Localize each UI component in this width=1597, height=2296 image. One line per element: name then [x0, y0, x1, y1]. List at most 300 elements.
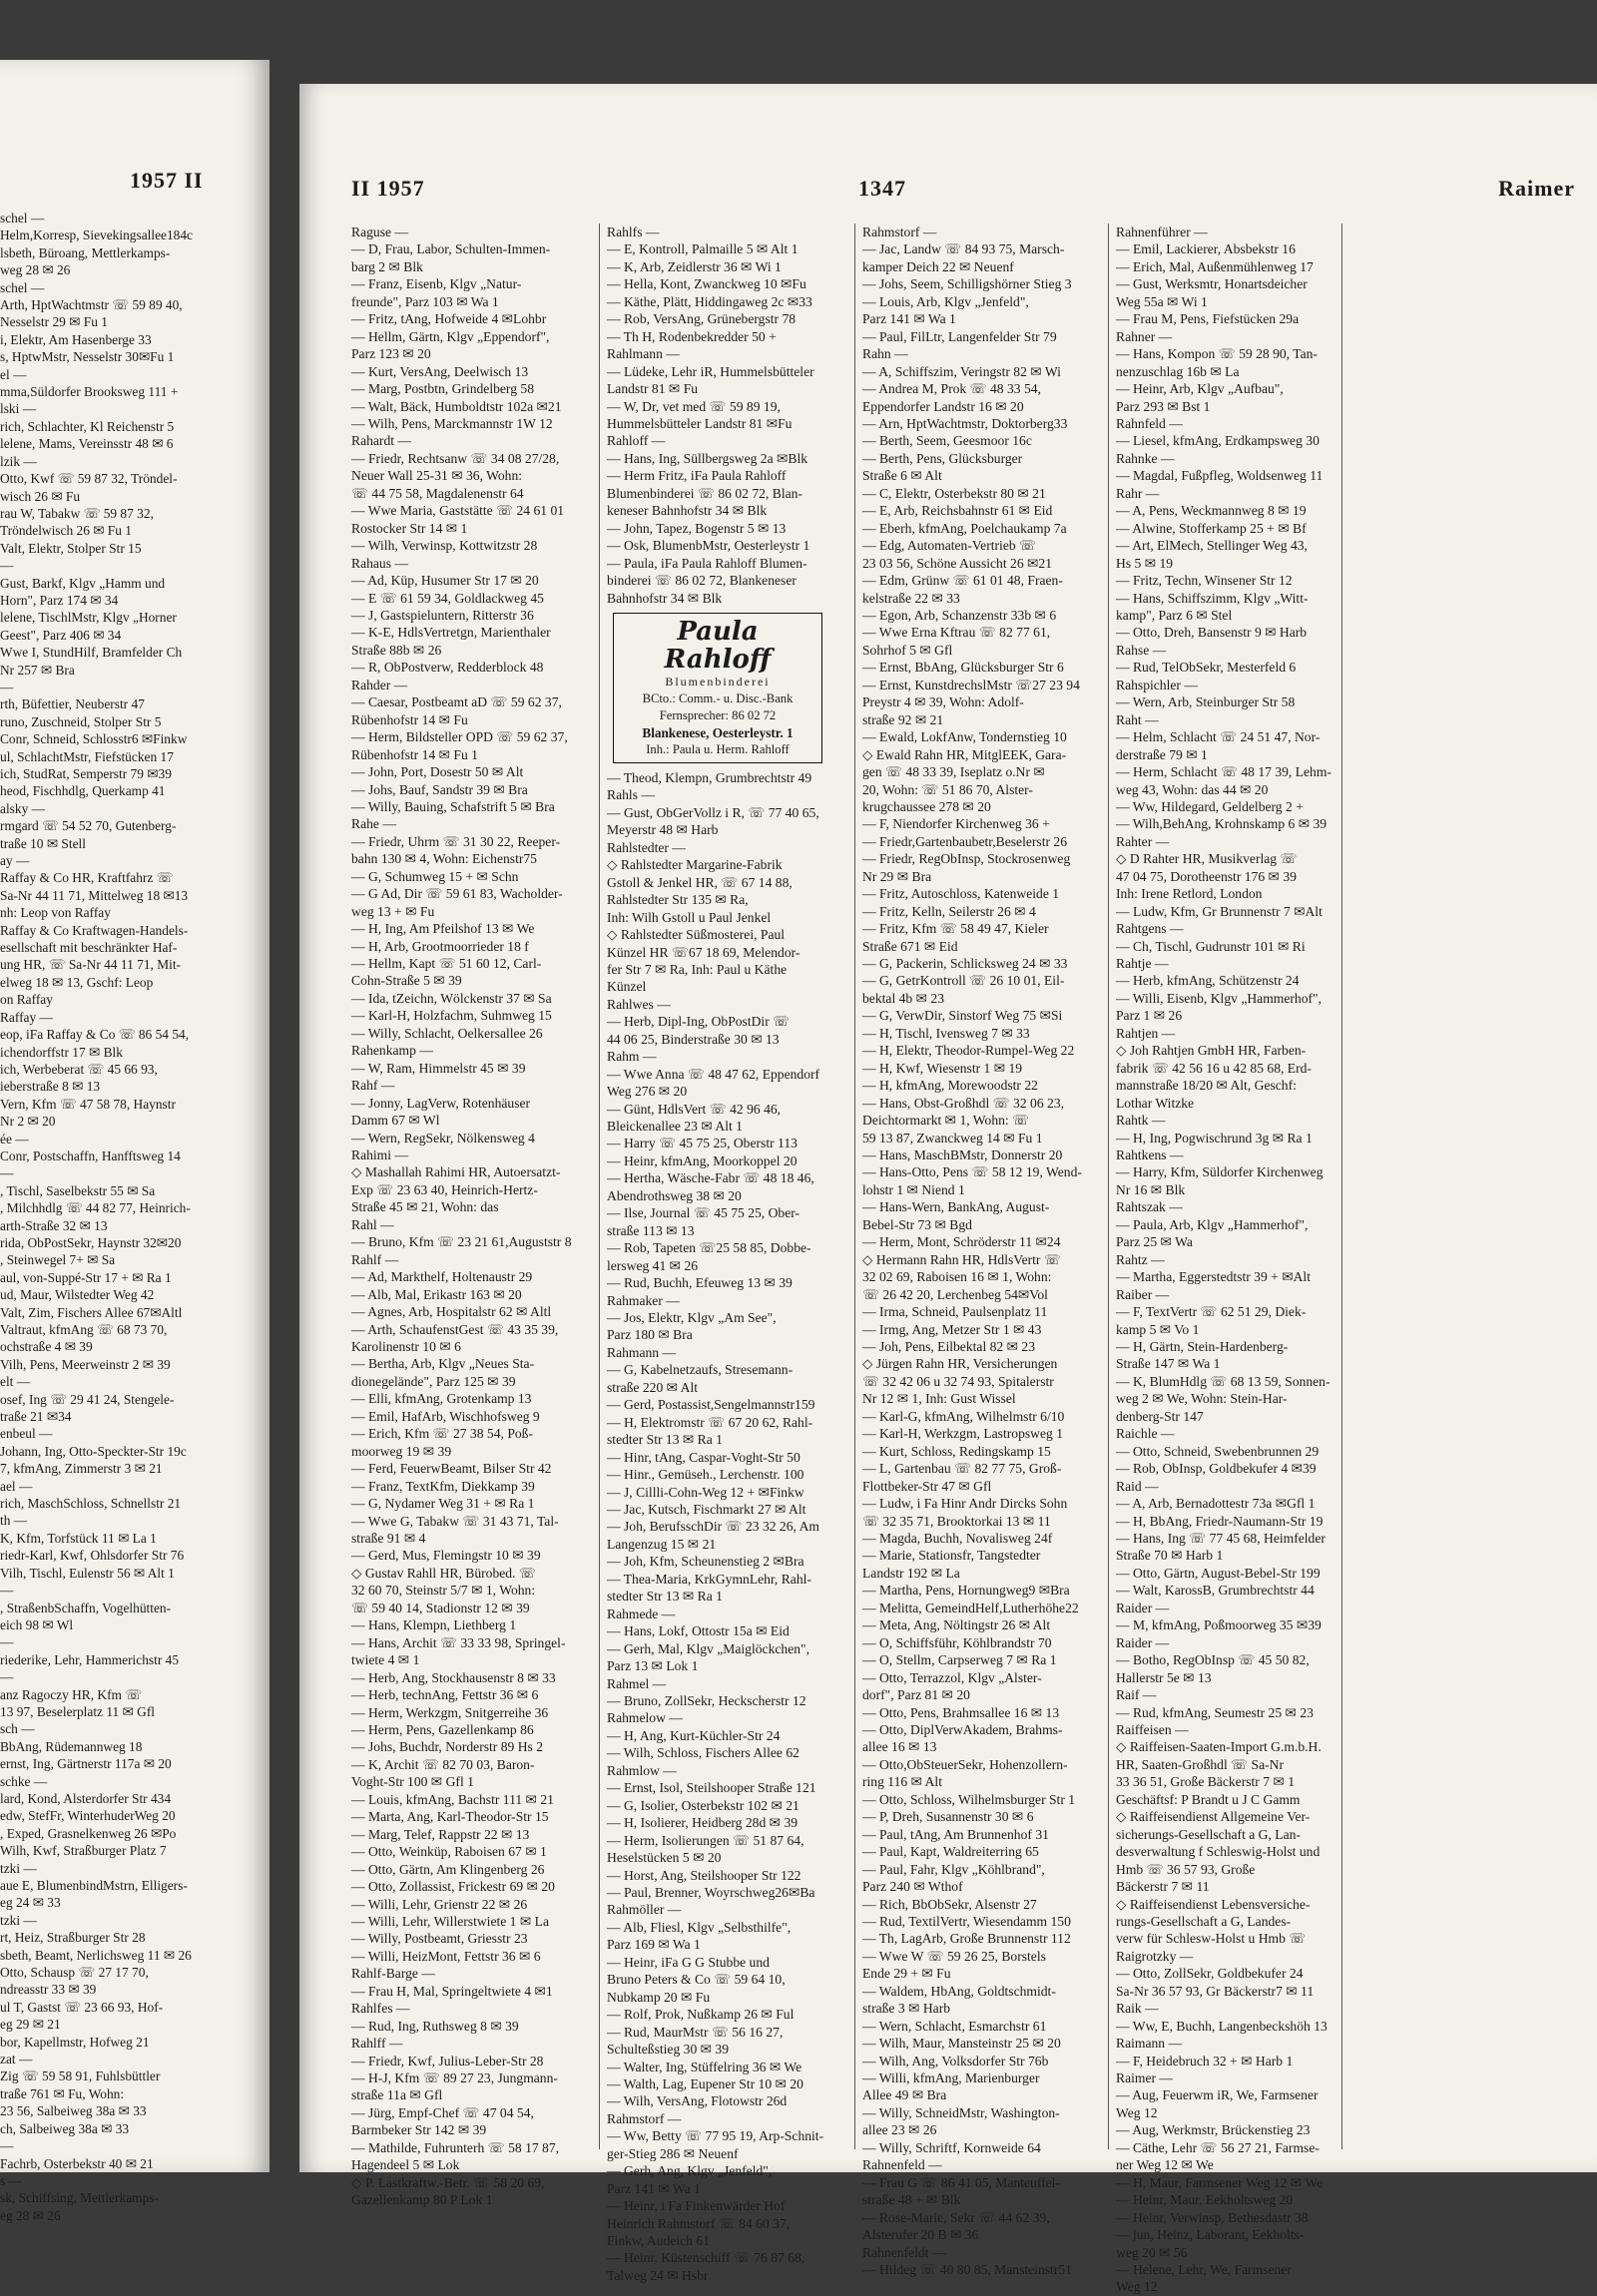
directory-entry-line: Parz 25 ✉ Wa: [1116, 1234, 1193, 1250]
directory-entry-line: — Horst, Ang, Steilshooper Str 122: [607, 1867, 801, 1883]
directory-entry-line: Rahnenfeld —: [862, 2157, 942, 2173]
directory-entry-line: Hs 5 ✉ 19: [1116, 555, 1174, 571]
directory-entry-line: —: [0, 1634, 14, 1650]
directory-entry-line: Raichle —: [1116, 1426, 1175, 1442]
directory-entry-line: enbeul —: [0, 1426, 53, 1442]
directory-entry-line: — Jonny, LagVerw, Rotenhäuser: [351, 1095, 531, 1111]
directory-entry-line: Fachrb, Osterbekstr 40 ✉ 21: [0, 2155, 154, 2171]
directory-entry-line: traße 761 ✉ Fu, Wohn:: [0, 2085, 125, 2101]
directory-entry-line: osef, Ing ☏ 29 41 24, Stengele-: [0, 1391, 175, 1407]
directory-entry-line: — Irmg, Ang, Metzer Str 1 ✉ 43: [862, 1321, 1042, 1337]
directory-entry-line: — Herm, Isolierungen ☏ 51 87 64,: [607, 1832, 804, 1848]
directory-entry-line: — Thea-Maria, KrkGymnLehr, Rahl-: [607, 1571, 811, 1587]
left-page: [0, 60, 269, 2223]
directory-entry-line: — H, BbAng, Friedr-Naumann-Str 19: [1116, 1513, 1324, 1529]
directory-entry-line: sk, Schiffsing, Mettlerkamps-: [0, 2190, 159, 2206]
directory-entry-line: — Rud, MaurMstr ☏ 56 16 27,: [607, 2024, 784, 2040]
directory-entry-line: — C, Elektr, Osterbekstr 80 ✉ 21: [862, 485, 1046, 501]
directory-entry-line: — Friedr, Uhrm ☏ 31 30 22, Reeper-: [351, 833, 561, 849]
directory-entry-line: — Martha, Pens, Hornungweg9 ✉Bra: [862, 1583, 1070, 1599]
directory-entry-line: Rahlff —: [351, 2036, 403, 2052]
directory-entry-line: — Berth, Pens, Glücksburger: [862, 450, 1023, 466]
directory-entry-line: — M, kfmAng, Poßmoorweg 35 ✉39: [1116, 1617, 1322, 1633]
column-2-entries-bottom: [607, 769, 826, 2284]
directory-entry-line: — Bruno, ZollSekr, Heckscherstr 12: [607, 1692, 806, 1708]
ad-owner: Inh.: Paula u. Herm. Rahloff: [646, 741, 790, 756]
directory-entry-line: Parz 169 ✉ Wa 1: [607, 1937, 701, 1953]
directory-entry-line: Rahaus —: [351, 555, 409, 571]
directory-entry-line: Rahlstedter Str 135 ✉ Ra,: [607, 892, 749, 908]
directory-entry-line: bektal 4b ✉ 23: [862, 990, 944, 1006]
directory-entry-line: — Karl-H, Werkzgm, Lastropsweg 1: [862, 1426, 1063, 1442]
directory-entry-line: — Arn, HptWachtmstr, Doktorberg33: [862, 415, 1068, 431]
directory-entry-line: Parz 1 ✉ 26: [1116, 1008, 1183, 1024]
directory-entry-line: lzik —: [0, 453, 37, 469]
directory-entry-line: Abendrothsweg 38 ✉ 20: [607, 1187, 742, 1203]
directory-entry-line: — Egon, Arb, Schanzenstr 33b ✉ 6: [862, 607, 1057, 623]
directory-entry-line: — Herb, technAng, Fettstr 36 ✉ 6: [351, 1687, 539, 1703]
directory-entry-line: — Hertha, Wäsche-Fabr ☏ 48 18 46,: [607, 1170, 814, 1186]
directory-entry-line: straße 3 ✉ Harb: [862, 2001, 951, 2017]
directory-entry-line: Valt, Elektr, Stolper Str 15: [0, 540, 142, 556]
directory-entry-line: weg 28 ✉ 26: [0, 262, 71, 278]
directory-entry-line: — Ilse, Journal ☏ 45 75 25, Ober-: [607, 1205, 800, 1221]
directory-entry-line: — Rose-Marie, Sekr ☏ 44 62 39,: [862, 2209, 1050, 2225]
directory-entry-line: Rahimi —: [351, 1148, 409, 1163]
directory-entry-line: —: [0, 1583, 14, 1599]
directory-entry-line: 47 04 75, Dorotheenstr 176 ✉ 39: [1116, 868, 1297, 884]
directory-entry-line: Weg 55a ✉ Wi 1: [1116, 293, 1208, 309]
directory-entry-line: Parz 141 ✉ Wa 1: [607, 2180, 701, 2196]
directory-entry-line: — Jürg, Empf-Chef ☏ 47 04 54,: [351, 2104, 534, 2120]
directory-entry-line: Rahlstedter —: [607, 839, 686, 855]
directory-entry-line: ieberstraße 8 ✉ 13: [0, 1079, 101, 1095]
directory-entry-line: — G, Kabelnetzaufs, Stresemann-: [607, 1362, 794, 1378]
directory-entry-line: ndreasstr 33 ✉ 39: [0, 1982, 97, 1998]
left-page-column: [0, 210, 262, 2224]
directory-entry-line: Talweg 24 ✉ Hsbr: [607, 2267, 709, 2283]
directory-entry-line: Rahspichler —: [1116, 677, 1198, 692]
directory-entry-line: Raffay & Co Kraftwagen-Handels-: [0, 922, 189, 938]
directory-entry-line: — Herb, Ang, Stockhausenstr 8 ✉ 33: [351, 1669, 556, 1685]
directory-entry-line: gen ☏ 48 33 39, Iseplatz o.Nr ✉: [862, 764, 1045, 780]
page-header-edition: II 1957: [351, 176, 425, 201]
directory-entry-line: rmgard ☏ 54 52 70, Gutenberg-: [0, 818, 177, 834]
directory-entry-line: ich, StudRat, Semperstr 79 ✉39: [0, 766, 172, 781]
directory-entry-line: Karolinenstr 10 ✉ 6: [351, 1339, 461, 1354]
directory-entry-line: Rahmelow —: [607, 1710, 683, 1726]
directory-entry-line: — Bruno, Kfm ☏ 23 21 61,Auguststr 8: [351, 1234, 572, 1250]
directory-entry-line: Rahmöller —: [607, 1902, 682, 1918]
directory-entry-line: — Otto, Terrazzol, Klgv „Alster-: [862, 1669, 1042, 1685]
directory-entry-line: Conr, Postschaffn, Hanfftsweg 14: [0, 1148, 181, 1163]
directory-entry-line: Nesselstr 29 ✉ Fu 1: [0, 314, 108, 330]
directory-entry-line: ◇ D Rahter HR, Musikverlag ☏: [1116, 851, 1298, 867]
directory-entry-line: Raffay & Co HR, Kraftfahrz ☏: [0, 870, 174, 886]
directory-entry-line: Nubkamp 20 ✉ Fu: [607, 1989, 711, 2005]
directory-entry-line: Finkw, Audeich 61: [607, 2233, 710, 2249]
directory-entry-line: — Hinr, tAng, Caspar-Voght-Str 50: [607, 1449, 800, 1465]
directory-column-3: [862, 224, 1082, 2278]
directory-entry-line: Rahter —: [1116, 833, 1170, 849]
directory-entry-line: 20, Wohn: ☏ 51 86 70, Alster-: [862, 781, 1033, 797]
directory-entry-line: Sa-Nr 44 11 71, Mittelweg 18 ✉13: [0, 887, 189, 903]
directory-entry-line: — jun, Heinz, Laborant, Eekholts-: [1116, 2227, 1305, 2243]
directory-entry-line: — Ernst, BbAng, Glücksburger Str 6: [862, 660, 1064, 676]
directory-entry-line: — Th H, Rodenbekredder 50 +: [607, 328, 777, 344]
directory-entry-line: — Joh, BerufsschDir ☏ 23 32 26, Am: [607, 1519, 819, 1535]
directory-entry-line: — Hella, Kont, Zwanckweg 10 ✉Fu: [607, 276, 806, 292]
directory-entry-line: — Marg, Postbtn, Grindelberg 58: [351, 381, 535, 397]
directory-entry-line: Rahner —: [1116, 328, 1173, 344]
ad-bank-account: BCto.: Comm.- u. Disc.-Bank: [642, 690, 794, 705]
directory-entry-line: — Ad, Markthelf, Holtenaustr 29: [351, 1269, 533, 1285]
directory-entry-line: Rahe —: [351, 816, 396, 832]
directory-entry-line: — Otto, Pens, Brahmsallee 16 ✉ 13: [862, 1704, 1060, 1720]
directory-entry-line: — Gust, ObGerVollz i R, ☏ 77 40 65,: [607, 804, 819, 820]
directory-entry-line: Damm 67 ✉ Wl: [351, 1113, 440, 1129]
directory-entry-line: — Karl-H, Holzfachm, Suhmweg 15: [351, 1008, 552, 1024]
directory-entry-line: Zig ☏ 59 58 91, Fuhlsbüttler: [0, 2068, 161, 2084]
directory-entry-line: — Willi, Lehr, Grienstr 22 ✉ 26: [351, 1896, 528, 1912]
directory-entry-line: — Wilh, VersAng, Flotowstr 26d: [607, 2093, 788, 2109]
directory-entry-line: Preystr 4 ✉ 39, Wohn: Adolf-: [862, 694, 1024, 710]
directory-entry-line: — Willy, Bauing, Schafstrift 5 ✉ Bra: [351, 798, 555, 814]
directory-entry-line: dionegelände", Parz 125 ✉ 39: [351, 1373, 516, 1389]
directory-entry-line: ernst, Ing, Gärtnerstr 117a ✉ 20: [0, 1756, 172, 1772]
directory-entry-line: — Hildeg ☏ 40 80 85, Mansteinstr51: [862, 2262, 1072, 2278]
directory-entry-line: Rahmel —: [607, 1675, 667, 1691]
directory-entry-line: Rahmstorf —: [607, 2110, 682, 2126]
directory-entry-line: — Hans, Lokf, Ottostr 15a ✉ Eid: [607, 1623, 790, 1639]
directory-entry-line: ☏ 59 40 14, Stadionstr 12 ✉ 39: [351, 1600, 530, 1615]
directory-entry-line: Rübenhofstr 14 ✉ Fu: [351, 711, 468, 727]
directory-entry-line: Rahlmann —: [607, 346, 680, 362]
directory-entry-line: — H, Gärtn, Stein-Hardenberg-: [1116, 1339, 1289, 1354]
directory-entry-line: anz Ragoczy HR, Kfm ☏: [0, 1686, 143, 1702]
directory-entry-line: Raigrotzky —: [1116, 1948, 1194, 1964]
directory-entry-line: — Frau H, Mal, Springeltwiete 4 ✉1: [351, 1983, 553, 1999]
directory-entry-line: — Hans, Ing, Süllbergsweg 2a ✉Blk: [607, 450, 808, 466]
directory-entry-line: eg 28 ✉ 26: [0, 2207, 61, 2223]
directory-entry-line: — Paul, Brenner, Woyrschweg26✉Ba: [607, 1884, 815, 1900]
directory-entry-line: Rahn —: [862, 346, 908, 362]
directory-entry-line: — G, GetrKontroll ☏ 26 10 01, Eil-: [862, 973, 1065, 989]
directory-entry-line: — K, BlumHdlg ☏ 68 13 59, Sonnen-: [1116, 1373, 1331, 1389]
directory-entry-line: — Rud, Buchh, Efeuweg 13 ✉ 39: [607, 1275, 793, 1291]
directory-entry-line: — Waldem, HbAng, Goldtschmidt-: [862, 1983, 1056, 1999]
directory-entry-line: — Hans, Schiffszimm, Klgv „Witt-: [1116, 590, 1309, 606]
directory-entry-line: straße 113 ✉ 13: [607, 1222, 695, 1238]
directory-entry-line: — Joh, Pens, Eilbektal 82 ✉ 23: [862, 1339, 1035, 1354]
directory-entry-line: elweg 18 ✉ 13, Gschf: Leop: [0, 974, 154, 990]
directory-entry-line: — Emil, Lackierer, Absbekstr 16: [1116, 241, 1296, 257]
directory-entry-line: — G Ad, Dir ☏ 59 61 83, Wacholder-: [351, 886, 563, 902]
directory-entry-line: ul T, Gastst ☏ 23 66 93, Hof-: [0, 1999, 164, 2015]
directory-entry-line: — Fritz, Kfm ☏ 58 49 47, Kieler: [862, 921, 1049, 937]
directory-entry-line: — Osk, BlumenbMstr, Oesterleystr 1: [607, 538, 810, 554]
directory-entry-line: — K, Archit ☏ 82 70 03, Baron-: [351, 1756, 535, 1772]
directory-entry-line: — Paul, FilLtr, Langenfelder Str 79: [862, 328, 1057, 344]
directory-entry-line: Rahloff —: [607, 433, 666, 449]
directory-entry-line: Alsterufer 20 B ✉ 36: [862, 2227, 979, 2243]
directory-entry-line: HR, Saaten-Großhdl ☏ Sa-Nr: [1116, 1756, 1285, 1772]
directory-entry-line: Horn", Parz 174 ✉ 34: [0, 592, 119, 608]
directory-entry-line: — Hellm, Gärtn, Klgv „Eppendorf",: [351, 328, 550, 344]
directory-entry-line: mma,Süldorfer Brooksweg 111 +: [0, 384, 179, 400]
directory-entry-line: — K, Arb, Zeidlerstr 36 ✉ Wi 1: [607, 258, 782, 274]
directory-entry-line: Raht —: [1116, 711, 1159, 727]
directory-entry-line: Rahl —: [351, 1216, 394, 1232]
directory-entry-line: — Wern, Schlacht, Esmarchstr 61: [862, 2018, 1047, 2034]
directory-entry-line: Hmb ☏ 36 57 93, Große: [1116, 1861, 1256, 1877]
directory-entry-line: Straße 147 ✉ Wa 1: [1116, 1356, 1221, 1372]
directory-entry-line: — Herm Fritz, iFa Paula Rahloff: [607, 468, 787, 484]
directory-entry-line: — Rob, ObInsp, Goldbekufer 4 ✉39: [1116, 1461, 1317, 1477]
directory-entry-line: Nr 2 ✉ 20: [0, 1114, 56, 1130]
directory-entry-line: Blumenbinderei ☏ 86 02 72, Blan-: [607, 485, 802, 501]
directory-entry-line: Cohn-Straße 5 ✉ 39: [351, 973, 462, 989]
directory-entry-line: on Raffay: [0, 992, 53, 1008]
directory-entry-line: — J, Cillli-Cohn-Weg 12 + ✉Finkw: [607, 1484, 804, 1500]
directory-entry-line: — Rud, Ing, Ruthsweg 8 ✉ 39: [351, 2018, 519, 2034]
directory-entry-line: Raif —: [1116, 1687, 1157, 1703]
directory-entry-line: Raiber —: [1116, 1286, 1170, 1302]
directory-entry-line: verw für Schlesw-Holst u Hmb ☏: [1116, 1931, 1307, 1947]
directory-entry-line: s —: [0, 2172, 22, 2188]
directory-entry-line: barg 2 ✉ Blk: [351, 258, 423, 274]
ad-address: Blankenese, Oesterleystr. 1: [642, 724, 794, 740]
directory-entry-line: — Magdal, Fußpfleg, Woldsenweg 11: [1116, 468, 1324, 484]
directory-entry-line: rt, Heiz, Straßburger Str 28: [0, 1930, 146, 1946]
directory-entry-line: — Magda, Buchh, Novalisweg 24f: [862, 1530, 1053, 1546]
directory-entry-line: — Franz, Eisenb, Klgv „Natur-: [351, 276, 522, 292]
directory-entry-line: dorf", Parz 81 ✉ 20: [862, 1687, 970, 1703]
directory-entry-line: Straße 45 ✉ 21, Wohn: das: [351, 1199, 499, 1215]
directory-entry-line: Landstr 81 ✉ Fu: [607, 381, 699, 397]
directory-entry-line: Parz 123 ✉ 20: [351, 346, 431, 362]
directory-entry-line: — R, ObPostverw, Redderblock 48: [351, 660, 544, 676]
directory-entry-line: K, Kfm, Torfstück 11 ✉ La 1: [0, 1530, 157, 1546]
directory-entry-line: — Joh, Kfm, Scheunenstieg 2 ✉Bra: [607, 1554, 804, 1570]
directory-entry-line: — Ludw, i Fa Hinr Andr Dircks Sohn: [862, 1496, 1068, 1512]
directory-entry-line: Rübenhofstr 14 ✉ Fu 1: [351, 746, 478, 762]
directory-entry-line: — Mathilde, Fuhrunterh ☏ 58 17 87,: [351, 2139, 560, 2155]
directory-entry-line: ◇ P. Lastkraftw.-Betr. ☏ 58 20 69,: [351, 2174, 545, 2190]
directory-entry-line: Straße 70 ✉ Harb 1: [1116, 1548, 1224, 1564]
directory-entry-line: Inh: Irene Retlord, London: [1116, 886, 1263, 902]
directory-entry-line: — Fritz, Autoschloss, Katenweide 1: [862, 886, 1060, 902]
directory-entry-line: ger-Stieg 286 ✉ Neuenf: [607, 2145, 739, 2161]
directory-entry-line: — Meta, Ang, Nöltingstr 26 ✉ Alt: [862, 1617, 1051, 1633]
directory-entry-line: — Ad, Küp, Husumer Str 17 ✉ 20: [351, 573, 539, 589]
directory-entry-line: Bäckerstr 7 ✉ 11: [1116, 1879, 1210, 1895]
directory-entry-line: lski —: [0, 401, 37, 417]
directory-entry-line: nh: Leop von Raffay: [0, 905, 111, 921]
directory-entry-line: eich 98 ✉ Wl: [0, 1616, 74, 1632]
directory-entry-line: Rahnenführer —: [1116, 225, 1208, 239]
directory-entry-line: ◇ Rahlstedter Süßmosterei, Paul: [607, 927, 786, 943]
column-divider: [599, 224, 600, 2149]
directory-entry-line: esellschaft mit beschränkter Haf-: [0, 940, 178, 956]
directory-entry-line: ◇ Joh Rahtjen GmbH HR, Farben-: [1116, 1043, 1307, 1059]
directory-entry-line: lersweg 41 ✉ 26: [607, 1257, 699, 1273]
directory-entry-line: Inh: Wilh Gstoll u Paul Jenkel: [607, 909, 772, 925]
directory-entry-line: weg 13 + ✉ Fu: [351, 903, 435, 919]
directory-entry-line: Bahnhofstr 34 ✉ Blk: [607, 590, 723, 606]
directory-entry-line: Voght-Str 100 ✉ Gfl 1: [351, 1774, 474, 1790]
directory-entry-line: mannstraße 18/20 ✉ Alt, Geschf:: [1116, 1078, 1297, 1094]
directory-entry-line: — Ida, tZeichn, Wölckenstr 37 ✉ Sa: [351, 990, 552, 1006]
directory-entry-line: ◇ Ewald Rahn HR, MitglEEK, Gara-: [862, 746, 1067, 762]
directory-entry-line: — Irma, Schneid, Paulsenplatz 11: [862, 1304, 1048, 1320]
directory-entry-line: — Walt, Bäck, Humboldtstr 102a ✉21: [351, 398, 562, 414]
directory-entry-line: — D, Frau, Labor, Schulten-Immen-: [351, 241, 551, 257]
directory-entry-line: — Rob, VersAng, Grünebergstr 78: [607, 311, 797, 327]
directory-entry-line: — Paul, Fahr, Klgv „Köhlbrand",: [862, 1861, 1045, 1877]
directory-entry-line: eop, iFa Raffay & Co ☏ 86 54 54,: [0, 1027, 190, 1043]
directory-entry-line: edw, StefFr, WinterhuderWeg 20: [0, 1808, 176, 1824]
directory-entry-line: Straße 88b ✉ 26: [351, 642, 442, 658]
directory-entry-line: — Wilh, Schloss, Fischers Allee 62: [607, 1745, 799, 1761]
directory-entry-line: — Friedr, RegObInsp, Stockrosenweg: [862, 851, 1071, 867]
directory-entry-line: Rahardt —: [351, 433, 412, 449]
directory-entry-line: — Bertha, Arb, Klgv „Neues Sta-: [351, 1356, 535, 1372]
directory-entry-line: Ende 29 + ✉ Fu: [862, 1966, 951, 1982]
directory-entry-line: Raider —: [1116, 1634, 1170, 1650]
directory-entry-line: — Harry ☏ 45 75 25, Oberstr 113: [607, 1136, 798, 1151]
directory-entry-line: Gust, Barkf, Klgv „Hamm und: [0, 575, 166, 591]
directory-entry-line: Straße 6 ✉ Alt: [862, 468, 942, 484]
left-page-header: 1957 II: [130, 168, 204, 193]
directory-entry-line: Bleickenallee 23 ✉ Alt 1: [607, 1119, 743, 1135]
directory-entry-line: bor, Kapellmstr, Hofweg 21: [0, 2034, 150, 2050]
directory-entry-line: — Wern, RegSekr, Nölkensweg 4: [351, 1130, 535, 1146]
directory-entry-line: Rahtje —: [1116, 956, 1169, 972]
directory-entry-line: — Frau M, Pens, Fiefstücken 29a: [1116, 311, 1300, 327]
directory-entry-line: Weg 12: [1116, 2279, 1158, 2295]
directory-entry-line: — Heinr, iFa G G Stubbe und: [607, 1954, 770, 1970]
directory-entry-line: — Paula, Arb, Klgv „Hammerhof",: [1116, 1216, 1309, 1232]
directory-entry-line: freunde", Parz 103 ✉ Wa 1: [351, 293, 499, 309]
directory-entry-line: ichendorffstr 17 ✉ Blk: [0, 1044, 123, 1060]
directory-entry-line: ch, Salbeiweg 38a ✉ 33: [0, 2120, 130, 2136]
directory-entry-line: 23 03 56, Schöne Aussicht 26 ✉21: [862, 555, 1052, 571]
directory-entry-line: Rahmaker —: [607, 1292, 680, 1308]
directory-entry-line: Nr 257 ✉ Bra: [0, 662, 75, 678]
directory-entry-line: th —: [0, 1513, 28, 1529]
directory-entry-line: — Wwe Maria, Gaststätte ☏ 24 61 01: [351, 503, 565, 519]
directory-entry-line: — F, Niendorfer Kirchenweg 36 +: [862, 816, 1050, 832]
directory-entry-line: — Wwe Erna Kftrau ☏ 82 77 61,: [862, 625, 1051, 641]
directory-entry-line: — Walth, Lag, Eupener Str 10 ✉ 20: [607, 2075, 803, 2091]
directory-entry-line: — Wwe W ☏ 59 26 25, Borstels: [862, 1948, 1046, 1964]
directory-entry-line: desverwaltung f Schleswig-Holst und: [1116, 1844, 1321, 1860]
directory-entry-line: — Herm, Mont, Schröderstr 11 ✉24: [862, 1234, 1061, 1250]
directory-entry-line: — Andrea M, Prok ☏ 48 33 54,: [862, 381, 1041, 397]
directory-entry-line: — H, Elektromstr ☏ 67 20 62, Rahl-: [607, 1414, 813, 1430]
directory-entry-line: Eppendorfer Landstr 16 ✉ 20: [862, 398, 1024, 414]
directory-entry-line: Rahlfes —: [351, 2001, 410, 2017]
directory-entry-line: Rahr —: [1116, 485, 1160, 501]
directory-entry-line: — Wilh, Pens, Marckmannstr 1W 12: [351, 415, 553, 431]
directory-entry-line: — H, kfmAng, Morewoodstr 22: [862, 1078, 1038, 1094]
directory-entry-line: — P, Dreh, Susannenstr 30 ✉ 6: [862, 1809, 1034, 1825]
directory-entry-line: ung HR, ☏ Sa-Nr 44 11 71, Mit-: [0, 957, 182, 973]
directory-entry-line: — Harry, Kfm, Süldorfer Kirchenweg: [1116, 1164, 1324, 1180]
directory-entry-line: — Edg, Automaten-Vertrieb ☏: [862, 538, 1037, 554]
directory-entry-line: Parz 180 ✉ Bra: [607, 1327, 693, 1343]
directory-entry-line: — Heinr, Küstenschiff ☏ 76 87 68,: [607, 2250, 805, 2266]
directory-entry-line: — Marie, Stationsfr, Tangstedter: [862, 1548, 1041, 1564]
directory-entry-line: — Alwine, Stofferkamp 25 + ✉ Bf: [1116, 520, 1307, 536]
directory-entry-line: Rahtjen —: [1116, 1025, 1176, 1041]
directory-entry-line: eg 24 ✉ 33: [0, 1895, 61, 1911]
directory-entry-line: Rahnenfeldt —: [862, 2244, 946, 2260]
directory-entry-line: 32 02 69, Raboisen 16 ✉ 1, Wohn:: [862, 1269, 1052, 1285]
directory-entry-line: kamp", Parz 6 ✉ Stel: [1116, 607, 1233, 623]
directory-entry-line: riederike, Lehr, Hammerichstr 45: [0, 1651, 180, 1667]
directory-entry-line: — Gerd, Mus, Flemingstr 10 ✉ 39: [351, 1548, 541, 1564]
directory-entry-line: — Arth, SchaufenstGest ☏ 43 35 39,: [351, 1321, 559, 1337]
directory-entry-line: — Franz, TextKfm, Diekkamp 39: [351, 1478, 535, 1494]
directory-entry-line: Barmbeker Str 142 ✉ 39: [351, 2122, 487, 2138]
directory-entry-line: ☏ 32 42 06 u 32 74 93, Spitalerstr: [862, 1373, 1054, 1389]
directory-entry-line: — Martha, Eggerstedtstr 39 + ✉Alt: [1116, 1269, 1311, 1285]
directory-entry-line: — Gerd, Postassist,Sengelmannstr159: [607, 1397, 815, 1413]
directory-entry-line: runo, Zuschneid, Stolper Str 5: [0, 713, 162, 729]
directory-entry-line: — Erich, Mal, Außenmühlenweg 17: [1116, 258, 1314, 274]
directory-entry-line: Schulteßstieg 30 ✉ 39: [607, 2042, 730, 2058]
directory-entry-line: heod, Fischhdlg, Querkamp 41: [0, 783, 166, 799]
directory-entry-line: — H, Isolierer, Heidberg 28d ✉ 39: [607, 1815, 798, 1831]
paula-rahloff-advertisement: [613, 613, 822, 763]
directory-entry-line: — Heinr, kfmAng, Moorkoppel 20: [607, 1152, 798, 1168]
directory-entry-line: Rahse —: [1116, 642, 1167, 658]
directory-entry-line: Rahtk —: [1116, 1113, 1166, 1129]
directory-entry-line: Geest", Parz 406 ✉ 34: [0, 627, 122, 643]
directory-entry-line: Raid —: [1116, 1478, 1159, 1494]
directory-entry-line: schel —: [0, 211, 45, 226]
directory-entry-line: — Emil, HafArb, Wischhofsweg 9: [351, 1408, 540, 1424]
directory-entry-line: — E ☏ 61 59 34, Goldlackweg 45: [351, 590, 544, 606]
directory-entry-line: straße 220 ✉ Alt: [607, 1379, 699, 1395]
directory-entry-line: Rahtz —: [1116, 1251, 1165, 1267]
directory-entry-line: — Herm, Pens, Gazellenkamp 86: [351, 1721, 534, 1737]
directory-entry-line: Vilh, Pens, Meerweinstr 2 ✉ 39: [0, 1356, 171, 1372]
directory-entry-line: — Fritz, Kelln, Seilerstr 26 ✉ 4: [862, 903, 1036, 919]
directory-entry-line: Raimann —: [1116, 2036, 1183, 2052]
directory-entry-line: rida, ObPostSekr, Haynstr 32✉20: [0, 1234, 182, 1250]
directory-entry-line: lsbeth, Büroang, Mettlerkamps-: [0, 244, 171, 260]
directory-entry-line: — Ernst, KunstdrechslMstr ☏27 23 94: [862, 677, 1080, 692]
directory-entry-line: arth-Straße 32 ✉ 13: [0, 1217, 108, 1233]
ad-business-name: Paula Rahloff: [664, 616, 772, 675]
directory-entry-line: — Käthe, Plätt, Hiddingaweg 2c ✉33: [607, 293, 812, 309]
directory-entry-line: Johann, Ing, Otto-Speckter-Str 19c: [0, 1443, 187, 1459]
directory-entry-line: Rahmstorf —: [862, 225, 937, 239]
directory-entry-line: — E, Arb, Reichsbahnstr 61 ✉ Eid: [862, 503, 1053, 519]
directory-entry-line: alsky —: [0, 800, 46, 816]
directory-entry-line: — Ww, E, Buchh, Langenbeckshöh 13: [1116, 2018, 1328, 2034]
directory-entry-line: — Willi, Eisenb, Klgv „Hammerhof",: [1116, 990, 1322, 1006]
directory-entry-line: Valt, Zim, Fischers Allee 67✉Altl: [0, 1304, 183, 1320]
directory-entry-line: traße 21 ✉34: [0, 1409, 72, 1425]
directory-entry-line: sbeth, Beamt, Nerlichsweg 11 ✉ 26: [0, 1947, 192, 1963]
directory-entry-line: ochstraße 4 ✉ 39: [0, 1339, 93, 1355]
directory-entry-line: — G, VerwDir, Sinstorf Weg 75 ✉Si: [862, 1008, 1063, 1024]
directory-entry-line: — O, Schiffsführ, Köhlbrandstr 70: [862, 1634, 1052, 1650]
